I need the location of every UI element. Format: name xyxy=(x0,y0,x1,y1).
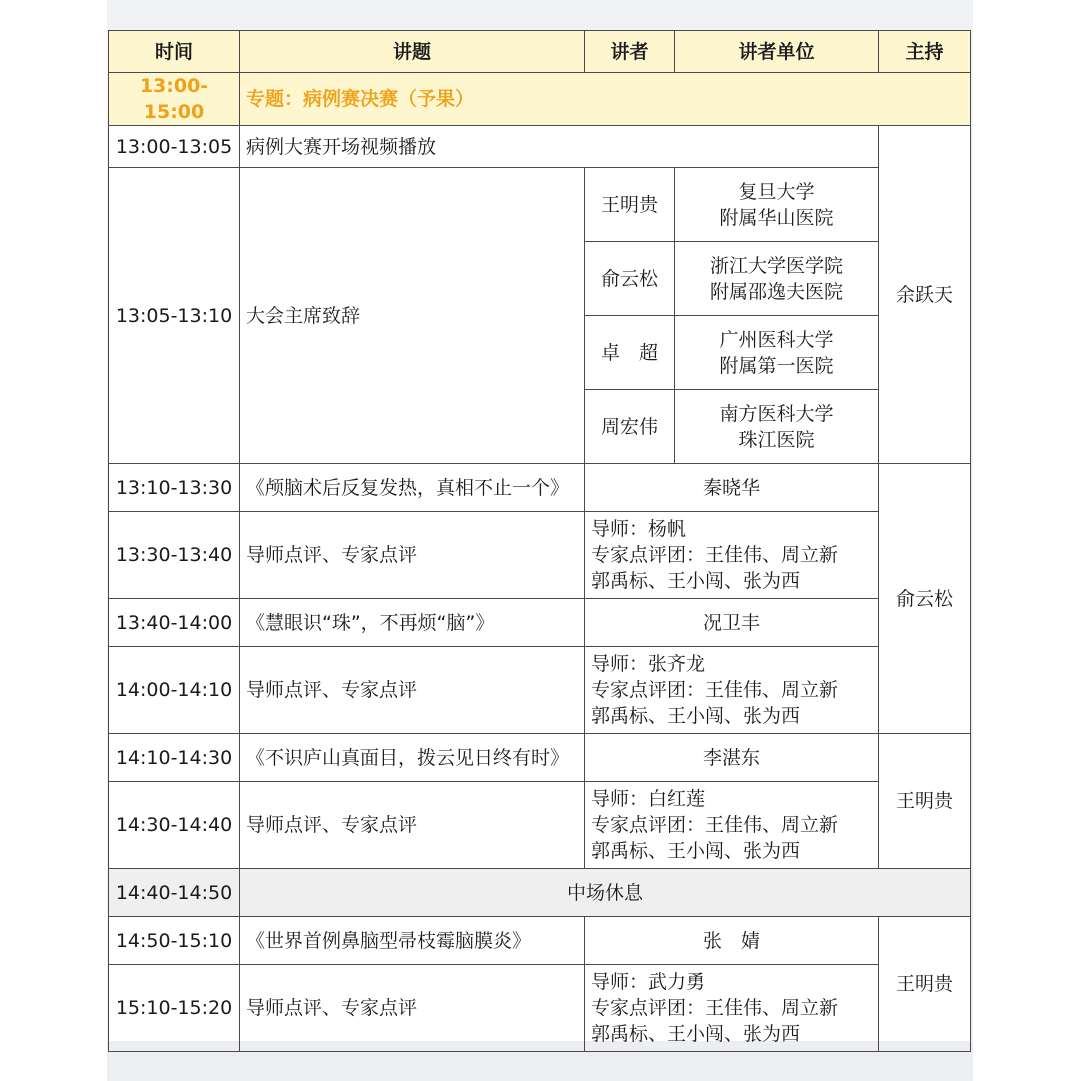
row-topic: 《慧眼识“珠”，不再烦“脑”》 xyxy=(240,599,585,647)
row-time: 13:40-14:00 xyxy=(109,599,240,647)
row-time: 13:00-13:05 xyxy=(109,126,240,168)
table-row xyxy=(109,168,971,242)
mentor-line: 导师：武力勇 xyxy=(591,971,706,993)
expert-line: 专家点评团：王佳伟、周立新 xyxy=(591,544,839,566)
speaker-unit xyxy=(675,242,879,316)
row-reviewers xyxy=(585,512,879,599)
row-topic: 《颅脑术后反复发热，真相不止一个》 xyxy=(240,464,585,512)
row-topic: 《不识庐山真面目，拨云见日终有时》 xyxy=(240,734,585,782)
row-time: 15:10-15:20 xyxy=(109,965,240,1052)
speaker-unit xyxy=(675,390,879,464)
header-time: 时间 xyxy=(109,31,240,73)
row-time: 13:05-13:10 xyxy=(109,168,240,464)
row-time: 13:10-13:30 xyxy=(109,464,240,512)
speaker-name: 俞云松 xyxy=(585,242,675,316)
mentor-line: 导师：白红莲 xyxy=(591,788,706,810)
row-topic: 大会主席致辞 xyxy=(240,168,585,464)
table-row xyxy=(109,917,971,965)
speaker-unit-line: 附属华山医院 xyxy=(719,206,834,229)
expert-line-2: 郭禹标、王小闯、张为西 xyxy=(591,1023,801,1045)
row-topic: 导师点评、专家点评 xyxy=(240,782,585,869)
row-reviewers xyxy=(585,965,879,1052)
row-topic: 导师点评、专家点评 xyxy=(240,965,585,1052)
expert-line-2: 郭禹标、王小闯、张为西 xyxy=(591,840,801,862)
row-time: 14:00-14:10 xyxy=(109,647,240,734)
table-row xyxy=(109,126,971,168)
break-label: 中场休息 xyxy=(240,869,971,917)
row-speaker: 秦晓华 xyxy=(585,464,879,512)
table-row xyxy=(109,734,971,782)
table-row xyxy=(109,599,971,647)
section-title: 专题：病例赛决赛（予果） xyxy=(240,73,971,126)
mentor-line: 导师：张齐龙 xyxy=(591,653,706,675)
speaker-unit xyxy=(675,316,879,390)
speaker-unit-line: 南方医科大学 xyxy=(719,402,834,425)
row-speaker: 张 婧 xyxy=(585,917,879,965)
mentor-line: 导师：杨帆 xyxy=(591,518,687,540)
speaker-unit-line: 浙江大学医学院 xyxy=(709,254,843,277)
header-row xyxy=(109,31,971,73)
host-cell: 余跃天 xyxy=(879,126,971,464)
section-time: 13:00-15:00 xyxy=(109,73,240,126)
schedule-table xyxy=(108,30,971,1052)
row-reviewers xyxy=(585,782,879,869)
header-unit: 讲者单位 xyxy=(675,31,879,73)
expert-line: 专家点评团：王佳伟、周立新 xyxy=(591,679,839,701)
table-row xyxy=(109,512,971,599)
speaker-unit-line: 广州医科大学 xyxy=(719,328,834,351)
row-speaker: 况卫丰 xyxy=(585,599,879,647)
row-topic: 《世界首例鼻脑型帚枝霉脑膜炎》 xyxy=(240,917,585,965)
speaker-name: 卓 超 xyxy=(585,316,675,390)
row-reviewers xyxy=(585,647,879,734)
row-topic: 导师点评、专家点评 xyxy=(240,647,585,734)
speaker-unit-line: 复旦大学 xyxy=(738,180,815,203)
table-row xyxy=(109,464,971,512)
row-time: 14:50-15:10 xyxy=(109,917,240,965)
row-time: 14:10-14:30 xyxy=(109,734,240,782)
header-host: 主持 xyxy=(879,31,971,73)
row-topic: 病例大赛开场视频播放 xyxy=(240,126,879,168)
header-speaker: 讲者 xyxy=(585,31,675,73)
speaker-unit xyxy=(675,168,879,242)
speaker-unit-line: 附属邵逸夫医院 xyxy=(709,280,843,303)
speaker-unit-line: 珠江医院 xyxy=(738,428,815,451)
host-cell: 王明贵 xyxy=(879,917,971,1052)
row-time: 13:30-13:40 xyxy=(109,512,240,599)
speaker-unit-line: 附属第一医院 xyxy=(719,354,834,377)
row-time: 14:30-14:40 xyxy=(109,782,240,869)
table-row xyxy=(109,782,971,869)
break-time: 14:40-14:50 xyxy=(109,869,240,917)
expert-line-2: 郭禹标、王小闯、张为西 xyxy=(591,570,801,592)
header-topic: 讲题 xyxy=(240,31,585,73)
break-row xyxy=(109,869,971,917)
speaker-name: 王明贵 xyxy=(585,168,675,242)
host-cell: 俞云松 xyxy=(879,464,971,734)
expert-line: 专家点评团：王佳伟、周立新 xyxy=(591,814,839,836)
table-row xyxy=(109,965,971,1052)
expert-line-2: 郭禹标、王小闯、张为西 xyxy=(591,705,801,727)
expert-line: 专家点评团：王佳伟、周立新 xyxy=(591,997,839,1019)
row-topic: 导师点评、专家点评 xyxy=(240,512,585,599)
speaker-name: 周宏伟 xyxy=(585,390,675,464)
row-speaker: 李湛东 xyxy=(585,734,879,782)
section-row xyxy=(109,73,971,126)
host-cell: 王明贵 xyxy=(879,734,971,869)
table-row xyxy=(109,647,971,734)
